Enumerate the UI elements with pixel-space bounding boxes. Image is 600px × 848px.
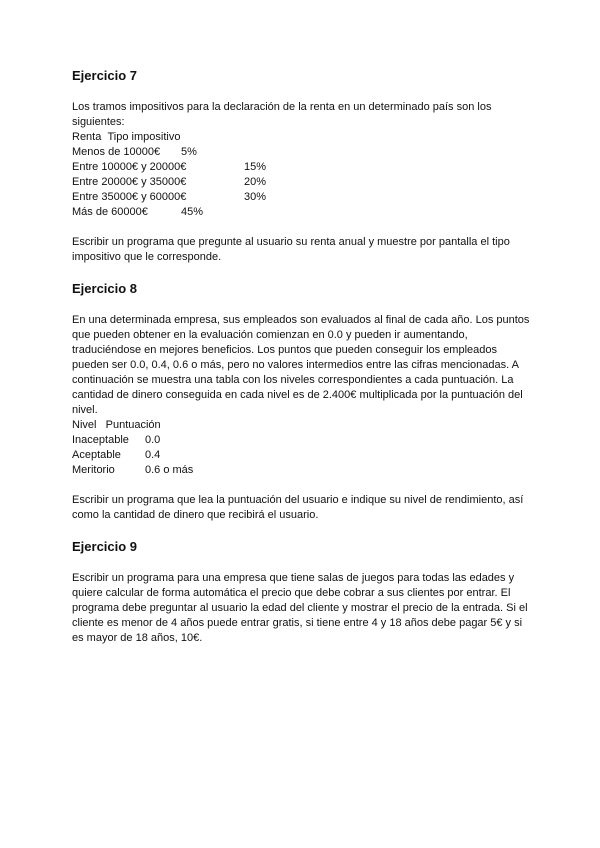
ejercicio-9-title: Ejercicio 9 <box>72 539 138 554</box>
ejercicio-8-table <box>72 418 532 478</box>
tipo-cell: 20% <box>244 176 267 188</box>
ejercicio-7-title: Ejercicio 7 <box>72 68 138 83</box>
ejercicio-8-intro: En una determinada empresa, sus empleados son evaluados al final de cada año. Los puntos que pueden obtener en la evaluación comienzan en 0.0 y pueden ir aumentando, traduciéndose en mejores beneficios. Los puntos que pueden conseguir los empleados pueden ser 0.0, 0.4, 0.6 o más, pero no valores intermedios entre las cifras mencionadas. A continuación se muestra una tabla con los niveles correspondientes a cada puntuación. La cantidad de dinero conseguida en cada nivel es de 2.400€ multiplicada por la puntuación del nivel. <box>72 314 530 416</box>
renta-cell: Entre 10000€ y 20000€ <box>72 161 187 173</box>
table-row <box>72 448 532 463</box>
ejercicio-7-task: Escribir un programa que pregunte al usuario su renta anual y muestre por pantalla el tipo impositivo que le corresponde. <box>72 236 510 263</box>
table-row <box>72 145 532 160</box>
table-row <box>72 433 532 448</box>
puntuacion-cell: 0.6 o más <box>145 464 194 476</box>
renta-cell: Más de 60000€ <box>72 206 148 218</box>
renta-cell: Entre 35000€ y 60000€ <box>72 191 187 203</box>
nivel-cell: Aceptable <box>72 449 121 461</box>
renta-cell: Entre 20000€ y 35000€ <box>72 176 187 188</box>
ejercicio-7-intro: Los tramos impositivos para la declaración de la renta en un determinado país son los siguientes: <box>72 101 492 128</box>
renta-cell: Menos de 10000€ <box>72 146 161 158</box>
table-row <box>72 463 532 478</box>
table-header-puntuacion: Puntuación <box>105 419 161 431</box>
ejercicio-8-task: Escribir un programa que lea la puntuación del usuario e indique su nivel de rendimiento, así como la cantidad de dinero que recibirá el usuario. <box>72 494 524 521</box>
table-header-tipo: Tipo impositivo <box>107 131 181 143</box>
puntuacion-cell: 0.4 <box>145 449 161 461</box>
tipo-cell: 15% <box>244 161 267 173</box>
table-header-renta: Renta <box>72 131 102 143</box>
tipo-cell: 5% <box>181 146 197 158</box>
table-row <box>72 190 532 205</box>
ejercicio-9-body: Escribir un programa para una empresa que tiene salas de juegos para todas las edades y quiere calcular de forma automática el precio que debe cobrar a sus clientes por entrar. El programa debe preguntar al usuario la edad del cliente y mostrar el precio de la entrada. Si el cliente es menor de 4 años puede entrar gratis, si tiene entre 4 y 18 años debe pagar 5€ y si es mayor de 18 años, 10€. <box>72 572 528 644</box>
tipo-cell: 45% <box>181 206 204 218</box>
table-header-nivel: Nivel <box>72 419 97 431</box>
table-header-row <box>72 418 532 433</box>
table-row <box>72 160 532 175</box>
tipo-cell: 30% <box>244 191 267 203</box>
ejercicio-7-table <box>72 130 532 220</box>
document-page <box>72 66 532 646</box>
puntuacion-cell: 0.0 <box>145 434 161 446</box>
nivel-cell: Meritorio <box>72 464 115 476</box>
table-row <box>72 205 532 220</box>
nivel-cell: Inaceptable <box>72 434 129 446</box>
table-row <box>72 175 532 190</box>
table-header-row <box>72 130 532 145</box>
ejercicio-8-title: Ejercicio 8 <box>72 281 138 296</box>
